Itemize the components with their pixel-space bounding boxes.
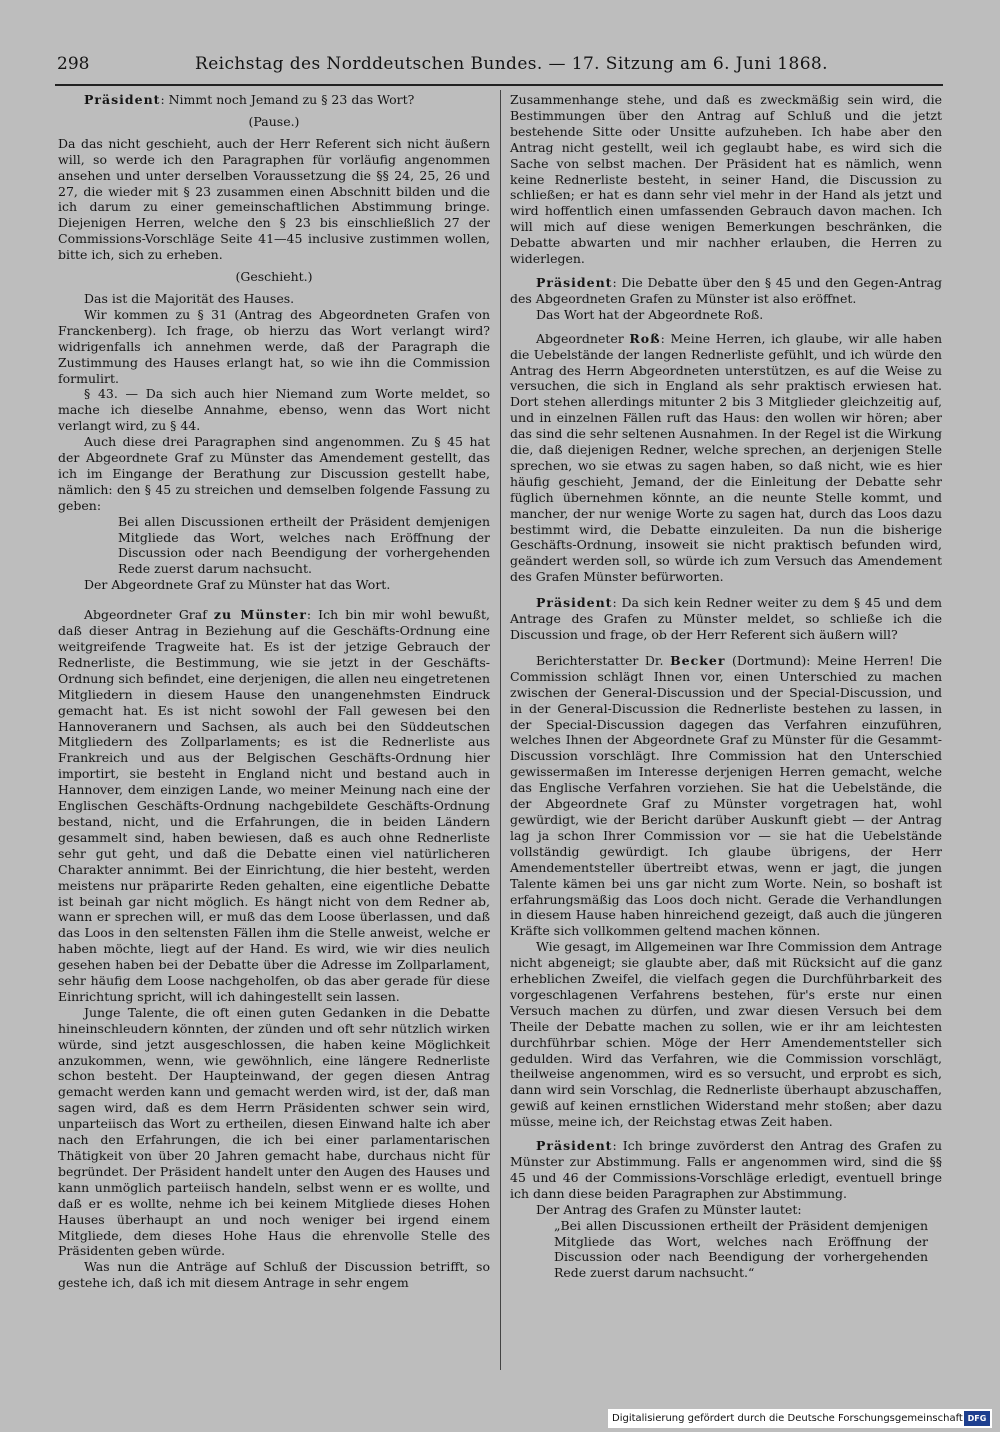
speaker-name: Präsident <box>84 92 161 107</box>
speaker-title: Abgeordneter Graf <box>84 607 214 623</box>
speaker-name: Präsident <box>536 274 613 290</box>
paragraph: Auch diese drei Paragraphen sind angenommen. Zu § 45 hat der Abgeordnete Graf zu Münster das Amendement gestellt, das ich im Eingange der Berathung zur Discussion gestellt habe, nämlich: den § 45 zu streichen und demselben folgende Fassung zu geben: <box>58 434 490 513</box>
speaker-title: Berichterstatter Dr. <box>536 652 671 668</box>
speaker-name: zu Münster <box>213 607 307 623</box>
paragraph: Der Antrag des Grafen zu Münster lautet: <box>536 1201 802 1217</box>
running-head: Reichstag des Norddeutschen Bundes. — 17. Sitzung am 6. Juni 1868. <box>195 54 828 74</box>
page-number: 298 <box>57 54 90 74</box>
paragraph: § 43. — Da sich auch hier Niemand zum Worte meldet, so mache ich dieselbe Annahme, ebenso, wenn das Wort nicht verlangt wird, zu § 44. <box>58 386 490 434</box>
left-column <box>58 92 490 1291</box>
paragraph <box>510 595 942 643</box>
speaker-name: Roß <box>629 330 661 346</box>
paragraph <box>510 1138 942 1202</box>
right-column <box>510 92 942 1281</box>
digitization-footer <box>608 1409 992 1428</box>
paragraph: Wie gesagt, im Allgemeinen war Ihre Commission dem Antrage nicht abgeneigt; sie glaubte aber, daß mit Rücksicht auf die ganz erheblichen Zweifel, die vielfach gegen die Durchführbarkeit des vorgeschlagenen Verfahrens bestehen, für's erste nur einen Versuch machen zu dürfen, und zwar diesen Versuch bei dem Theile der Debatte machen zu sollen, wie er ihr am leichtesten durchführbar schien. Möge der Herr Amendementsteller sich gedulden. Wird das Verfahren, wie die Commission vorschlägt, theilweise angenommen, wird es so versucht, und erprobt es sich, dann wird sein Vorschlag, die Rednerliste überhaupt abzuschaffen, gewiß auf keinen ernstlichen Widerstand mehr stoßen; aber dazu müsse, meine ich, der Reichstag etwas Zeit haben. <box>510 939 942 1130</box>
paragraph <box>58 92 490 108</box>
section-gap <box>510 267 942 275</box>
page-header <box>55 50 943 86</box>
speech-text: : Ich bringe zuvörderst den Antrag des Grafen zu Münster zur Abstimmung. Falls er angenommen wird, sind die §§ 45 und 46 der Commissions-Vorschläge erledigt, eventuell bringe ich dann diese beiden Paragraphen zur Abstimmung. <box>510 1138 942 1201</box>
speech-text: : Ich bin mir wohl bewußt, daß dieser Antrag in Beziehung auf die Geschäfts-Ordnung eine weitgreifende Tragweite hat. Es ist der jetzige Gebrauch der Rednerliste, die Bestimmung, wie sie jetzt in der Geschäfts-Ordnung sich befindet, eine derjenigen, die allen neu eingetretenen Mitgliedern in diesem Hause den unangenehmsten Eindruck gemacht hat. Es ist nicht sowohl der Fall gewesen bei den Hannoveranern und Sachsen, als auch bei den Süddeutschen Mitgliedern des Zollparlaments; es ist die Rednerliste aus Frankreich und aus der Belgischen Geschäfts-Ordnung hier importirt, sie besteht in England nicht und bestand auch in Hannover, dem einzigen Lande, wo meiner Meinung nach eine der Englischen Geschäfts-Ordnung nachgebildete Geschäfts-Ordnung bestand, nicht, und die Erfahrungen, die in beiden Ländern gesammelt sind, haben bewiesen, daß es auch ohne Rednerliste sehr gut geht, und daß die Debatte einen viel natürlicheren Charakter annimmt. Bei der Einrichtung, die hier besteht, werden meistens nur präparirte Reden gehalten, eine eigentliche Debatte ist beinah gar nicht möglich. Es hängt nicht von dem Redner ab, wann er sprechen will, er muß das dem Loose überlassen, und daß das Loos in den seltensten Fällen ihm die Stelle anweist, welche er haben möchte, liegt auf der Hand. Es wird, wie wir dies neulich gesehen haben bei der Debatte über die Adresse im Zollparlament, sehr häufig dem Loose nachgeholfen, ob das aber gerade für diese Einrichtung spricht, will ich dahingestellt sein lassen. <box>58 607 490 1004</box>
paragraph <box>510 275 942 307</box>
paragraph: Der Abgeordnete Graf zu Münster hat das Wort. <box>84 577 391 593</box>
paragraph: Zusammenhange stehe, und daß es zweckmäßig sein wird, die Bestimmungen über den Antrag auf Schluß und die jetzt bestehende Sitte oder Unsitte aufzuheben. Ich habe aber den Antrag nicht gestellt, weil ich geglaubt habe, es wird sich die Sache von selbst machen. Der Präsident hat es nämlich, wenn keine Rednerliste besteht, in seiner Hand, die Discussion zu schließen; er hat es dann sehr viel mehr in der Hand als jetzt und wird hoffentlich einen umfassenden Gebrauch davon machen. Ich will mich auf diese wenigen Bemerkungen beschränken, die Debatte abwarten und mir nachher erlauben, die Herren zu widerlegen. <box>510 92 942 267</box>
column-divider <box>500 90 501 1370</box>
speech-text: : Meine Herren, ich glaube, wir alle haben die Uebelstände der langen Rednerliste gefühlt, und ich würde den Antrag des Herrn Abgeordneten unterstützen, es auf die Weise zu versuchen, die sich in England als sehr praktisch erwiesen hat. Dort stehen allerdings mitunter 2 bis 3 Mitglieder gleichzeitig auf, und in einzelnen Fällen ruft das Haus: den wollen wir hören; aber das sind die sehr seltenen Ausnahmen. In der Regel ist die Wirkung die, daß diejenigen Redner, welche sprechen, an derjenigen Stelle sprechen, wo sie etwas zu sagen haben, so daß nicht, wie es hier häufig geschieht, Jemand, der die Einleitung der Debatte sehr füglich übernehmen könnte, an die neunte Stelle kommt, und mancher, der nur wenige Worte zu sagen hat, durch das Loos dazu bestimmt wird, die Debatte einzuleiten. Da nun die bisherige Geschäfts-Ordnung, insoweit sie nicht praktisch befunden wird, geändert werden soll, so würde ich zum Versuch das Amendement des Grafen Münster befürworten. <box>510 330 943 585</box>
section-gap <box>510 585 942 595</box>
stage-direction: (Geschieht.) <box>235 269 313 285</box>
paragraph <box>510 653 942 939</box>
stage-direction: (Pause.) <box>248 113 300 129</box>
section-gap <box>510 323 942 331</box>
speaker-name: Präsident <box>536 595 613 611</box>
speaker-name: Becker <box>670 652 726 668</box>
speaker-name: Präsident <box>536 1138 613 1154</box>
paragraph <box>58 607 490 1005</box>
section-gap <box>510 1130 942 1138</box>
dfg-logo-icon: DFG <box>964 1411 990 1426</box>
quoted-amendment: „Bei allen Discussionen ertheilt der Präsident demjenigen Mitgliede das Wort, welches nach Eröffnung der Discussion oder nach Beendigung der vorhergehenden Rede zuerst darum nachsucht.“ <box>554 1217 928 1281</box>
speech-text: (Dortmund): Meine Herren! Die Commission schlägt Ihnen vor, einen Unterschied zu machen zwischen der General-Discussion und der Special-Discussion, und in der General-Discussion die Rednerliste bestehen zu lassen, in der Special-Discussion dagegen das Verfahren einzuführen, welches Ihnen der Abgeordnete Graf zu Münster für die Gesammt-Discussion vorschlägt. Ihre Commission hat den Unterschied gewissermaßen im Interesse derjenigen Herren gemacht, welche das Englische Verfahren vorziehen. Sie hat die Uebelstände, die der Abgeordnete Graf zu Münster vorgetragen hat, wohl gewürdigt, wie der Bericht darüber Auskunft giebt — der Antrag lag ja schon Ihrer Commission vor — sie hat die Uebelstände vollständig gewürdigt. Ich glaube übrigens, der Herr Amendementsteller übertreibt etwas, wenn er jagt, die jungen Talente kämen bei uns gar nicht zum Worte. Nein, so boshaft ist erfahrungsmäßig das Loos doch nicht. Gerade die Verhandlungen in diesem Hause haben hinreichend gezeigt, daß auch die jüngeren Kräfte sich vollkommen geltend machen können. <box>510 652 942 939</box>
speech-text: : Nimmt noch Jemand zu § 23 das Wort? <box>160 92 415 107</box>
paragraph: Das Wort hat der Abgeordnete Roß. <box>536 306 764 322</box>
quoted-amendment: Bei allen Discussionen ertheilt der Präsident demjenigen Mitgliede das Wort, welches nach Eröffnung der Discussion oder nach Beendigung der vorhergehenden Rede zuerst darum nachsucht. <box>118 513 490 577</box>
paragraph: Was nun die Anträge auf Schluß der Discussion betrifft, so gestehe ich, daß ich mit diesem Antrage in sehr engem <box>58 1259 490 1291</box>
paragraph: Das ist die Majorität des Hauses. <box>84 290 295 306</box>
speaker-title: Abgeordneter <box>536 330 630 346</box>
speech-text: : Da sich kein Redner weiter zu dem § 45 und dem Antrage des Grafen zu Münster meldet, so schließe ich die Discussion und frage, ob der Herr Referent sich äußern will? <box>510 595 942 642</box>
footer-text: Digitalisierung gefördert durch die Deutsche Forschungsgemeinschaft <box>612 1413 963 1424</box>
paragraph: Da das nicht geschieht, auch der Herr Referent sich nicht äußern will, so werde ich den Paragraphen für vorläufig angenommen ansehen und unter derselben Voraussetzung die §§ 24, 25, 26 und 27, die wieder mit § 23 zusammen einen Abschnitt bilden und die ich darum zu einer gemeinschaftlichen Abstimmung bringe. Diejenigen Herren, welche den § 23 bis einschließlich 27 der Commissions-Vorschläge Seite 41—45 inclusive zustimmen wollen, bitte ich, sich zu erheben. <box>58 135 490 263</box>
section-gap <box>58 593 490 607</box>
speech-text: : Die Debatte über den § 45 und den Gegen-Antrag des Abgeordneten Grafen zu Münster ist also eröffnet. <box>510 274 942 306</box>
section-gap <box>510 643 942 653</box>
paragraph: Wir kommen zu § 31 (Antrag des Abgeordneten Grafen von Franckenberg). Ich frage, ob hierzu das Wort verlangt wird? widrigenfalls ich annehmen werde, daß der Paragraph die Zustimmung des Hauses erlangt hat, so wie ihn die Commission formulirt. <box>58 306 490 386</box>
paragraph: Junge Talente, die oft einen guten Gedanken in die Debatte hineinschleudern könnten, der zünden und oft sehr nützlich wirken würde, sind jetzt ausgeschlossen, die haben keine Möglichkeit anzukommen, wenn, wie gewöhnlich, eine längere Rednerliste schon besteht. Der Haupteinwand, der gegen diesen Antrag gemacht werden kann und gemacht werden wird, ist der, daß man sagen wird, daß es dem Herrn Präsidenten schwer sein wird, unparteiisch das Wort zu ertheilen, diesen Einwand halte ich aber nach den Erfahrungen, die ich bei einer parlamentarischen Thätigkeit von über 20 Jahren gemacht habe, durchaus nicht für begründet. Der Präsident handelt unter den Augen des Hauses und kann unmöglich parteiisch handeln, selbst wenn er es wollte, und daß er es wollte, nehme ich bei keinem Mitgliede dieses Hohen Hauses überhaupt an und noch weniger bei irgend einem Mitgliede, dem dieses Hohe Haus die ehrenvolle Stelle des Präsidenten geben würde. <box>58 1004 490 1259</box>
paragraph <box>510 331 942 586</box>
